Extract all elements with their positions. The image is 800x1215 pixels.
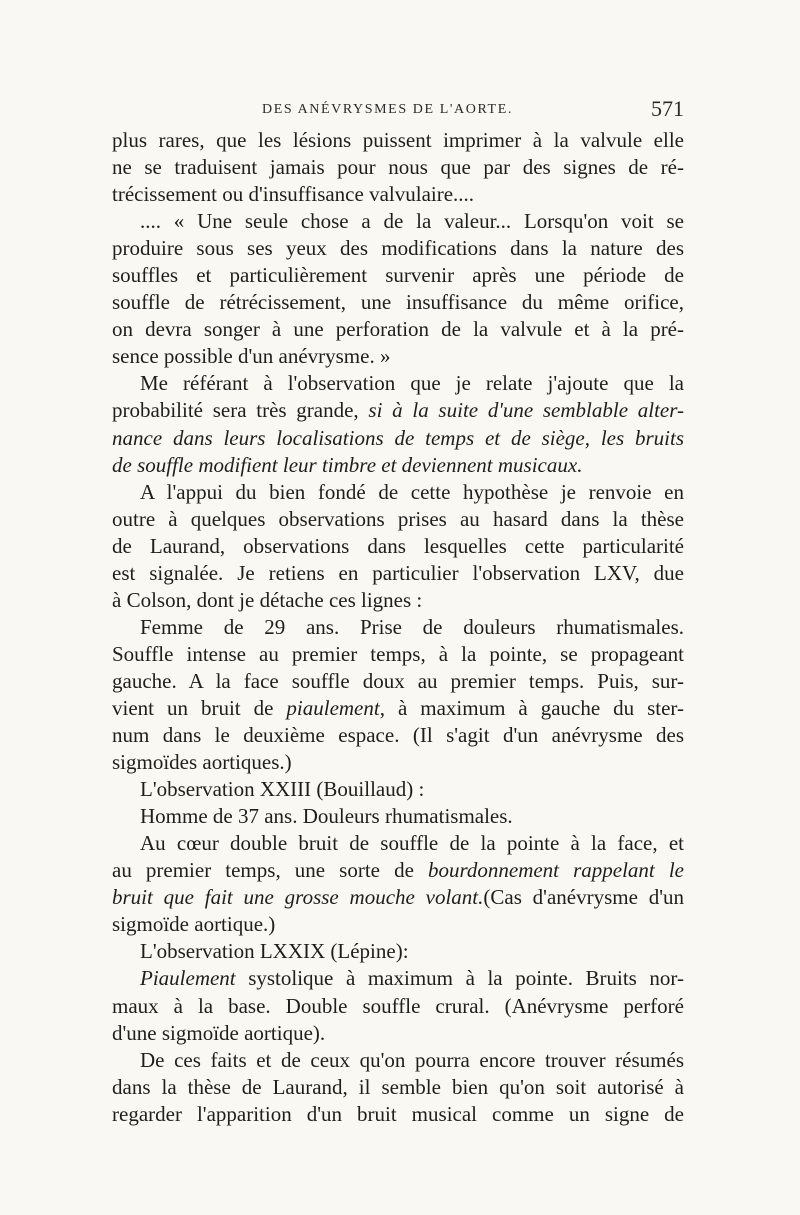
text-line	[112, 776, 684, 803]
text-segment: est signalée. Je retiens en particulier l'observation LXV, due	[112, 560, 684, 585]
italic-text-segment: Piaulement	[140, 966, 236, 991]
text-line	[112, 722, 684, 749]
text-segment: sence possible d'un anévrysme. »	[112, 344, 391, 369]
text-line	[112, 208, 684, 235]
page-number: 571	[651, 96, 684, 121]
italic-text-segment: nance dans leurs localisations de temps et de siège, les bruits	[112, 425, 684, 450]
text-line	[112, 587, 684, 614]
text-segment: souffle de rétrécissement, une insuffisance du même orifice,	[112, 290, 684, 315]
text-segment: De ces faits et de ceux qu'on pourra encore trouver résumés	[140, 1047, 684, 1072]
text-line	[112, 452, 684, 479]
text-line	[112, 695, 684, 722]
text-line	[112, 560, 684, 587]
text-line	[112, 479, 684, 506]
text-segment: maux à la base. Double souffle crural. (Anévrysme perforé	[112, 993, 684, 1018]
text-line	[112, 911, 684, 938]
text-segment: Me référant à l'observation que je relate j'ajoute que la	[140, 371, 684, 396]
text-segment: vient un bruit de	[112, 695, 287, 720]
text-segment: gauche. A la face souffle doux au premier temps. Puis, sur-	[112, 668, 684, 693]
text-line	[112, 370, 684, 397]
italic-text-segment: si à la suite d'une semblable alter-	[368, 398, 684, 423]
body-text	[112, 127, 684, 1128]
text-line	[112, 262, 684, 289]
text-line	[112, 316, 684, 343]
text-line	[112, 749, 684, 776]
italic-text-segment: piaulement	[286, 695, 380, 720]
page-header	[112, 96, 684, 124]
italic-text-segment: bourdonnement rappelant le	[427, 858, 684, 883]
text-line	[112, 1101, 684, 1128]
text-line	[112, 857, 684, 884]
text-line	[112, 993, 684, 1020]
text-segment: dans la thèse de Laurand, il semble bien qu'on soit autorisé à	[112, 1074, 684, 1099]
text-segment: sigmoïde aortique.)	[112, 912, 276, 937]
text-segment: systolique à maximum à la pointe. Bruits nor-	[235, 966, 684, 991]
text-segment: souffles et particulièrement survenir après une période de	[112, 263, 684, 288]
text-segment: Souffle intense au premier temps, à la pointe, se propageant	[112, 641, 684, 666]
text-segment: Au cœur double bruit de souffle de la pointe à la face, et	[140, 831, 684, 856]
italic-text-segment: bruit que fait une grosse mouche volant.	[112, 885, 484, 910]
text-segment: Homme de 37 ans. Douleurs rhumatismales.	[140, 804, 513, 829]
text-segment: probabilité sera très grande,	[112, 398, 369, 423]
text-segment: outre à quelques observations prises au hasard dans la thèse	[112, 506, 684, 531]
running-title: DES ANÉVRYSMES DE L'AORTE.	[262, 102, 513, 117]
text-line	[112, 289, 684, 316]
text-line	[112, 965, 684, 992]
text-segment: num dans le deuxième espace. (Il s'agit d'un anévrysme des	[112, 723, 684, 748]
text-segment: L'observation LXXIX (Lépine):	[140, 939, 409, 964]
text-segment: .... « Une seule chose a de la valeur... Lorsqu'on voit se	[140, 209, 684, 234]
text-segment: Femme de 29 ans. Prise de douleurs rhumatismales.	[140, 614, 684, 639]
text-segment: sigmoïdes aortiques.)	[112, 750, 292, 775]
text-line	[112, 506, 684, 533]
text-line	[112, 641, 684, 668]
text-line	[112, 181, 684, 208]
text-line	[112, 127, 684, 154]
text-segment: (Cas d'anévrysme d'un	[483, 885, 684, 910]
text-segment: A l'appui du bien fondé de cette hypothèse je renvoie en	[140, 479, 684, 504]
text-segment: on devra songer à une perforation de la valvule et à la pré-	[112, 317, 684, 342]
text-segment: produire sous ses yeux des modifications dans la nature des	[112, 236, 684, 261]
text-segment: L'observation XXIII (Bouillaud) :	[140, 777, 425, 802]
text-line	[112, 1047, 684, 1074]
text-line	[112, 425, 684, 452]
text-line	[112, 235, 684, 262]
text-segment: regarder l'apparition d'un bruit musical comme un signe de	[112, 1101, 684, 1126]
text-segment: d'une sigmoïde aortique).	[112, 1020, 326, 1045]
text-line	[112, 938, 684, 965]
text-line	[112, 154, 684, 181]
text-line	[112, 397, 684, 424]
text-line	[112, 884, 684, 911]
text-segment: à Colson, dont je détache ces lignes :	[112, 587, 423, 612]
text-segment: trécissement ou d'insuffisance valvulaire....	[112, 182, 475, 207]
text-segment: de Laurand, observations dans lesquelles cette particularité	[112, 533, 684, 558]
text-line	[112, 614, 684, 641]
text-segment: , à maximum à gauche du ster-	[379, 695, 684, 720]
text-segment: plus rares, que les lésions puissent imprimer à la valvule elle	[112, 128, 684, 152]
text-line	[112, 803, 684, 830]
text-line	[112, 1020, 684, 1047]
text-segment: au premier temps, une sorte de	[112, 858, 428, 883]
text-line	[112, 1074, 684, 1101]
text-segment: ne se traduisent jamais pour nous que par des signes de ré-	[112, 155, 684, 180]
text-line	[112, 668, 684, 695]
italic-text-segment: de souffle modifient leur timbre et deviennent musicaux.	[112, 452, 583, 477]
text-line	[112, 830, 684, 857]
text-line	[112, 533, 684, 560]
text-line	[112, 343, 684, 370]
